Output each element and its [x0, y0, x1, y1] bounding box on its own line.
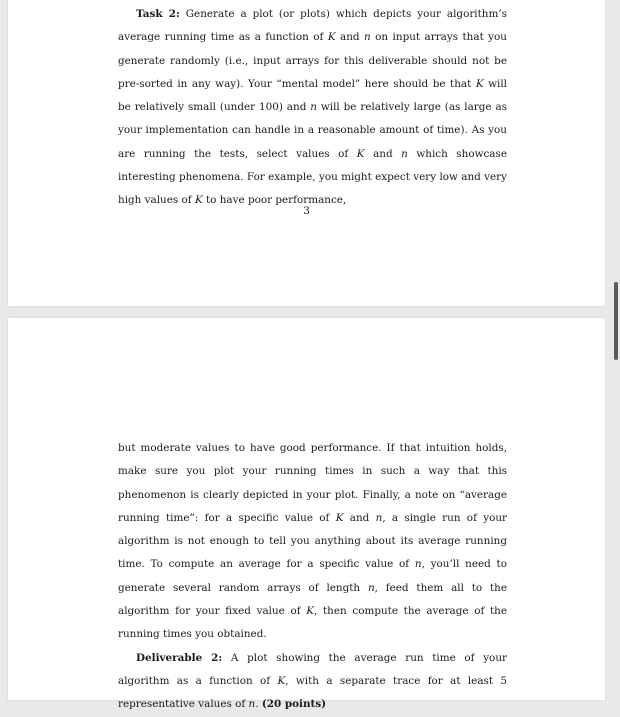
points-label: (20 points) — [261, 698, 327, 711]
deliverable-label: Deliverable 2: — [136, 651, 223, 664]
text-run: , a single run of your algorithm is not enough to tell you anything about its average running time. To compute an average for a specific value of — [118, 511, 507, 571]
text-run: , feed them all to the algorithm for your fixed value of — [118, 581, 507, 618]
text-run: A plot showing the average run time of your algorithm as a function of — [118, 651, 507, 687]
math-variable-n: n — [310, 101, 317, 114]
math-variable-n: n — [367, 581, 375, 594]
vertical-scrollbar[interactable] — [614, 282, 618, 360]
math-variable-k: K — [194, 194, 203, 207]
math-variable-n: n — [364, 31, 371, 44]
text-run: Generate a plot (or plots) which depicts your algorithm’s average running time as a function of — [118, 8, 507, 44]
task-2-paragraph — [118, 3, 507, 213]
continued-paragraph — [118, 437, 507, 717]
text-run: will be relatively small (under 100) and — [118, 77, 507, 114]
text-run: to have poor performance, — [202, 194, 347, 207]
math-variable-k: K — [277, 674, 286, 687]
document-page-3 — [8, 0, 605, 306]
math-variable-k: K — [335, 511, 344, 524]
task-label: Task 2: — [136, 8, 180, 20]
math-variable-n: n — [248, 698, 256, 711]
math-variable-k: K — [356, 147, 365, 160]
math-variable-k: K — [327, 31, 336, 44]
text-run: will be relatively large (as large as your implementation can handle in a reasonable amount of time). As you are running the tests, select values of — [118, 101, 507, 160]
text-run: and — [343, 511, 376, 524]
math-variable-n: n — [375, 511, 383, 524]
text-run: , you’ll need to generate several random arrays of length — [118, 558, 507, 594]
page-number: 3 — [303, 205, 310, 217]
text-run: , with a separate trace for at least 5 representative values of — [118, 674, 507, 711]
text-run: but moderate values to have good performance. If that intuition holds, make sure you plot your running times in such a way that this phenomenon is clearly depicted in your plot. Finally, a note on “average running time”: for a specific value of — [118, 442, 507, 524]
text-run: , then compute the average of the running times you obtained. — [118, 605, 507, 641]
deliverable-2-paragraph — [118, 647, 507, 717]
text-run: and — [335, 31, 365, 44]
math-variable-k: K — [306, 605, 315, 618]
math-variable-n: n — [401, 147, 408, 160]
text-run: and — [364, 147, 402, 160]
text-run: . — [255, 698, 262, 711]
text-run: on input arrays that you generate randomly (i.e., input arrays for this deliverable should not be pre-sorted in any way). Your “mental model” here should be that — [118, 31, 507, 90]
document-page-4 — [8, 318, 605, 711]
math-variable-n: n — [414, 558, 422, 571]
math-variable-k: K — [475, 77, 484, 90]
text-run: which showcase interesting phenomena. For example, you might expect very low and very high values of — [118, 147, 507, 207]
